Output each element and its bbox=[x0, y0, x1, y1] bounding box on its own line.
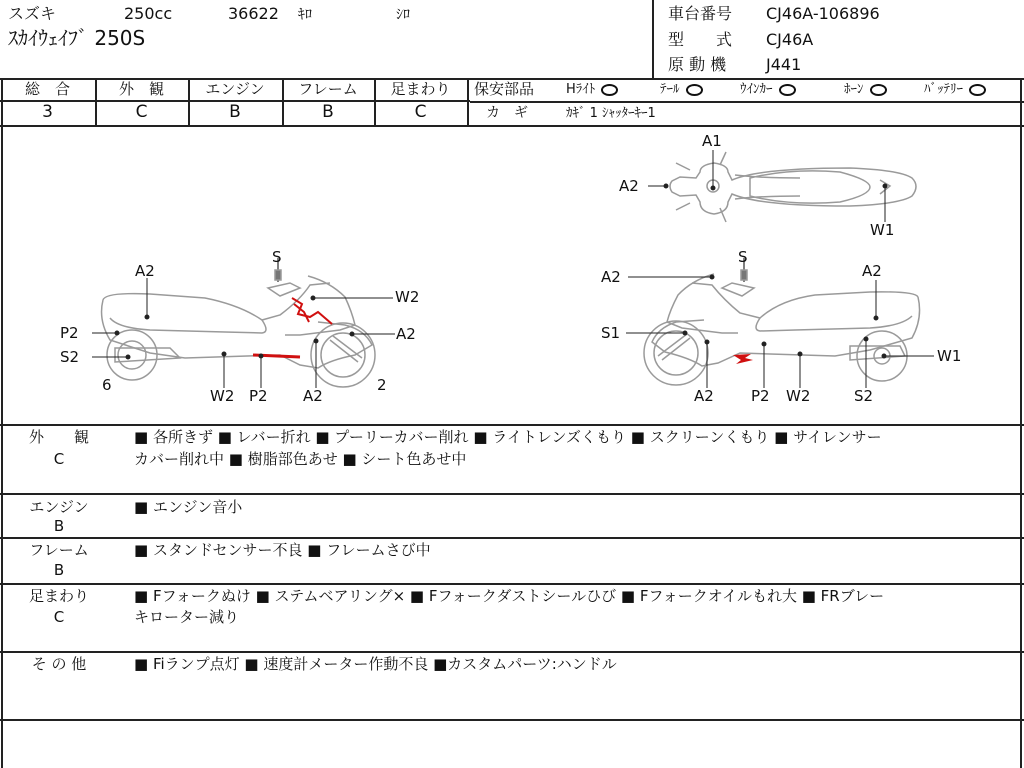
diagram-label: A2 bbox=[619, 177, 639, 195]
diagram-label: W1 bbox=[937, 347, 962, 365]
diagram-label: P2 bbox=[60, 324, 79, 342]
section-text: ■ スタンドセンサー不良 ■ フレームさび中 bbox=[134, 541, 431, 559]
ok-mark-icon bbox=[779, 84, 796, 96]
safety-item-headlight: Hﾗｲﾄ bbox=[566, 83, 618, 96]
safety-label: 保安部品 bbox=[474, 80, 535, 98]
section-grade: C bbox=[53, 450, 65, 468]
diagram-label: A2 bbox=[601, 268, 621, 286]
grade-suspension-label: 足まわり bbox=[390, 80, 451, 98]
section-title: エンジン bbox=[29, 498, 89, 516]
grade-suspension-value: C bbox=[414, 102, 427, 122]
section-title: そ の 他 bbox=[31, 655, 87, 673]
key-value: ｶｷﾞ 1 ｼｬｯﾀｰｷｰ1 bbox=[566, 106, 656, 121]
safety-item-battery: ﾊﾞｯﾃﾘｰ bbox=[924, 83, 986, 96]
type-value: CJ46A bbox=[766, 30, 814, 49]
diagram-label: W2 bbox=[395, 288, 420, 306]
ok-mark-icon bbox=[870, 84, 887, 96]
frame-no: CJ46A-106896 bbox=[766, 4, 880, 23]
grade-frame-label: フレーム bbox=[298, 80, 358, 98]
safety-item-winker: ｳｲﾝｶｰ bbox=[740, 83, 796, 96]
grade-total-label: 総 合 bbox=[24, 80, 70, 98]
scooter-top-view bbox=[670, 152, 916, 222]
diagram-label: A2 bbox=[694, 387, 714, 405]
rule bbox=[470, 101, 1024, 103]
section-text: ■ Fフォークぬけ ■ ステムベアリング× ■ Fフォークダストシールひび ■ Fフォークオイルもれ大 ■ FRブレー bbox=[134, 587, 885, 605]
diagram-label: S bbox=[738, 248, 748, 266]
diagram-label: W1 bbox=[870, 221, 895, 239]
diagram-label: 2 bbox=[377, 376, 387, 394]
diagram-label: S2 bbox=[60, 348, 80, 366]
damage-marks-right bbox=[733, 354, 753, 364]
grade-engine-label: エンジン bbox=[205, 80, 265, 98]
grade-exterior-value: C bbox=[135, 102, 148, 122]
grade-frame-value: B bbox=[322, 102, 334, 122]
diagram-label: A2 bbox=[396, 325, 416, 343]
ok-mark-icon bbox=[601, 84, 618, 96]
col-divider bbox=[467, 78, 469, 126]
rule bbox=[0, 719, 1024, 721]
maker: スズキ bbox=[8, 4, 57, 23]
diagram-label: P2 bbox=[249, 387, 268, 405]
diagram-label: A2 bbox=[135, 262, 155, 280]
type-label: 型 式 bbox=[668, 30, 733, 49]
safety-item-tail: ﾃｰﾙ bbox=[660, 83, 703, 96]
damage-marks-left bbox=[253, 298, 332, 357]
diagram-label: S bbox=[272, 248, 282, 266]
grade-exterior-label: 外 観 bbox=[118, 80, 164, 98]
section-title: 足まわり bbox=[28, 587, 89, 605]
header-divider bbox=[652, 0, 654, 78]
diagram-label: W2 bbox=[786, 387, 811, 405]
frame-no-label: 車台番号 bbox=[668, 4, 733, 23]
section-grade: B bbox=[53, 561, 65, 579]
leaders-top bbox=[648, 150, 887, 222]
diagram-label: A1 bbox=[702, 132, 722, 150]
diagram-label: A2 bbox=[862, 262, 882, 280]
grade-engine-value: B bbox=[229, 102, 241, 122]
ok-mark-icon bbox=[969, 84, 986, 96]
model-name: ｽｶｲｳｪｲﾌﾞ 250S bbox=[8, 26, 146, 50]
displacement: 250cc bbox=[124, 4, 173, 23]
engine-value: J441 bbox=[766, 55, 802, 74]
safety-item-horn: ﾎｰﾝ bbox=[844, 83, 887, 96]
diagram-label: A2 bbox=[303, 387, 323, 405]
section-text: ■ エンジン音小 bbox=[134, 498, 243, 516]
mileage-unit: ｷﾛ bbox=[298, 7, 312, 23]
diagram-label: 6 bbox=[102, 376, 112, 394]
section-grade: C bbox=[53, 608, 65, 626]
color: ｼﾛ bbox=[396, 7, 410, 23]
engine-label: 原 動 機 bbox=[668, 55, 727, 74]
diagram-label: W2 bbox=[210, 387, 235, 405]
section-title: 外 観 bbox=[28, 428, 89, 446]
diagram-label: S1 bbox=[601, 324, 621, 342]
section-text: キローター減り bbox=[134, 608, 240, 626]
mileage: 36622 bbox=[228, 4, 279, 23]
diagram-label: S2 bbox=[854, 387, 874, 405]
rule bbox=[0, 493, 1024, 495]
key-label: カ ギ bbox=[486, 105, 528, 121]
section-text: ■ Fiランプ点灯 ■ 速度計メーター作動不良 ■カスタムパーツ:ハンドル bbox=[134, 655, 617, 673]
grade-total-value: 3 bbox=[42, 102, 53, 122]
ok-mark-icon bbox=[686, 84, 703, 96]
section-text: ■ 各所きず ■ レバー折れ ■ プーリーカバー削れ ■ ライトレンズくもり ■ スクリーンくもり ■ サイレンサー bbox=[134, 428, 882, 446]
section-grade: B bbox=[53, 517, 65, 535]
section-text: カバー削れ中 ■ 樹脂部色あせ ■ シート色あせ中 bbox=[134, 450, 467, 468]
diagram-label: P2 bbox=[751, 387, 770, 405]
section-title: フレーム bbox=[29, 541, 89, 559]
